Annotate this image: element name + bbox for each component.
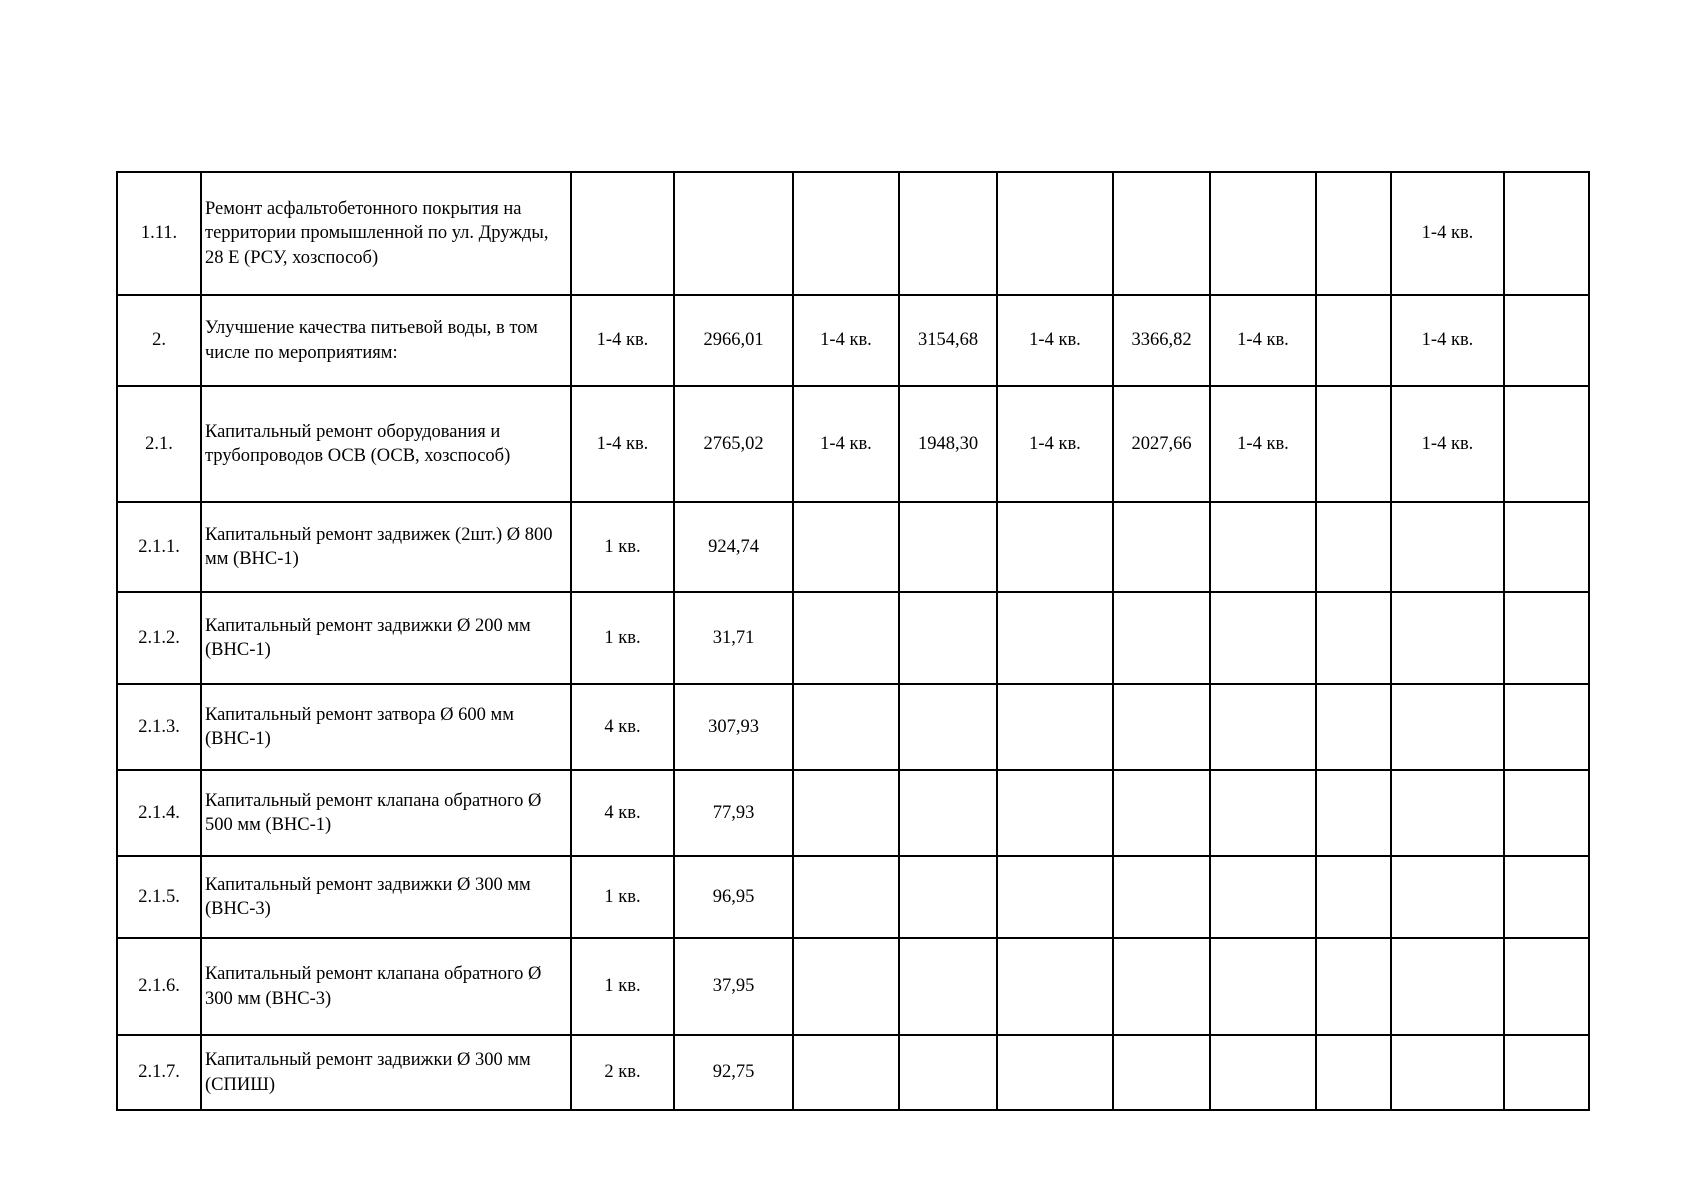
value-cell-c10: [1504, 172, 1589, 295]
table-row: [117, 592, 1589, 684]
value-cell-c5: 1-4 кв.: [997, 386, 1113, 502]
table-row: [117, 1035, 1589, 1110]
value-cell-c2: 96,95: [674, 856, 793, 938]
value-cell-c3: [793, 1035, 899, 1110]
value-cell-c10: [1504, 684, 1589, 770]
value-cell-c6: [1113, 684, 1210, 770]
value-cell-c7: 1-4 кв.: [1210, 295, 1316, 386]
value-cell-c7: [1210, 1035, 1316, 1110]
value-cell-c3: [793, 592, 899, 684]
value-cell-c7: [1210, 684, 1316, 770]
value-cell-c3: [793, 938, 899, 1035]
value-cell-c9: [1391, 770, 1504, 856]
value-cell-c8: [1316, 856, 1391, 938]
row-number-cell: 2.1.6.: [117, 938, 201, 1035]
value-cell-c10: [1504, 938, 1589, 1035]
work-plan-table: [116, 171, 1590, 1111]
description-cell: Капитальный ремонт клапана обратного Ø 500 мм (ВНС-1): [201, 770, 571, 856]
value-cell-c5: [997, 172, 1113, 295]
value-cell-c6: [1113, 592, 1210, 684]
value-cell-c6: [1113, 856, 1210, 938]
value-cell-c8: [1316, 386, 1391, 502]
value-cell-c8: [1316, 172, 1391, 295]
row-number-cell: 2.1.2.: [117, 592, 201, 684]
description-cell: Капитальный ремонт задвижки Ø 200 мм (ВНС-1): [201, 592, 571, 684]
row-number-cell: 2.1.: [117, 386, 201, 502]
description-cell: Ремонт асфальтобетонного покрытия на территории промышленной по ул. Дружды, 28 Е (РСУ, хозспособ): [201, 172, 571, 295]
value-cell-c4: 3154,68: [899, 295, 997, 386]
value-cell-c9: 1-4 кв.: [1391, 295, 1504, 386]
value-cell-c9: 1-4 кв.: [1391, 172, 1504, 295]
value-cell-c8: [1316, 684, 1391, 770]
value-cell-c8: [1316, 770, 1391, 856]
value-cell-c4: [899, 938, 997, 1035]
value-cell-c4: [899, 770, 997, 856]
value-cell-c9: [1391, 1035, 1504, 1110]
value-cell-c8: [1316, 1035, 1391, 1110]
value-cell-c6: 2027,66: [1113, 386, 1210, 502]
value-cell-c5: [997, 856, 1113, 938]
description-cell: Капитальный ремонт клапана обратного Ø 300 мм (ВНС-3): [201, 938, 571, 1035]
value-cell-c10: [1504, 770, 1589, 856]
value-cell-c2: 924,74: [674, 502, 793, 592]
table-row: [117, 386, 1589, 502]
table-body: [117, 172, 1589, 1110]
value-cell-c4: [899, 856, 997, 938]
description-cell: Капитальный ремонт затвора Ø 600 мм (ВНС-1): [201, 684, 571, 770]
value-cell-c7: [1210, 502, 1316, 592]
table-row: [117, 502, 1589, 592]
value-cell-c5: [997, 938, 1113, 1035]
value-cell-c1: 1 кв.: [571, 856, 674, 938]
value-cell-c9: [1391, 856, 1504, 938]
value-cell-c5: [997, 684, 1113, 770]
value-cell-c6: [1113, 770, 1210, 856]
value-cell-c5: [997, 770, 1113, 856]
value-cell-c9: [1391, 502, 1504, 592]
row-number-cell: 2.1.1.: [117, 502, 201, 592]
value-cell-c4: [899, 172, 997, 295]
value-cell-c9: [1391, 938, 1504, 1035]
value-cell-c1: [571, 172, 674, 295]
value-cell-c1: 4 кв.: [571, 684, 674, 770]
value-cell-c8: [1316, 938, 1391, 1035]
value-cell-c4: 1948,30: [899, 386, 997, 502]
description-cell: Капитальный ремонт оборудования и трубопроводов ОСВ (ОСВ, хозспособ): [201, 386, 571, 502]
value-cell-c2: [674, 172, 793, 295]
value-cell-c3: [793, 770, 899, 856]
value-cell-c5: [997, 1035, 1113, 1110]
value-cell-c6: [1113, 938, 1210, 1035]
value-cell-c4: [899, 592, 997, 684]
description-cell: Капитальный ремонт задвижки Ø 300 мм (ВНС-3): [201, 856, 571, 938]
value-cell-c1: 1 кв.: [571, 592, 674, 684]
row-number-cell: 2.1.4.: [117, 770, 201, 856]
value-cell-c6: [1113, 502, 1210, 592]
value-cell-c3: 1-4 кв.: [793, 295, 899, 386]
table-row: [117, 684, 1589, 770]
value-cell-c3: [793, 684, 899, 770]
value-cell-c3: [793, 172, 899, 295]
value-cell-c3: 1-4 кв.: [793, 386, 899, 502]
value-cell-c5: [997, 502, 1113, 592]
value-cell-c10: [1504, 856, 1589, 938]
value-cell-c7: [1210, 172, 1316, 295]
value-cell-c10: [1504, 295, 1589, 386]
value-cell-c6: 3366,82: [1113, 295, 1210, 386]
value-cell-c1: 1 кв.: [571, 502, 674, 592]
value-cell-c2: 2765,02: [674, 386, 793, 502]
value-cell-c6: [1113, 172, 1210, 295]
value-cell-c1: 2 кв.: [571, 1035, 674, 1110]
value-cell-c9: 1-4 кв.: [1391, 386, 1504, 502]
value-cell-c5: [997, 592, 1113, 684]
row-number-cell: 2.1.7.: [117, 1035, 201, 1110]
value-cell-c10: [1504, 502, 1589, 592]
value-cell-c2: 31,71: [674, 592, 793, 684]
table-row: [117, 938, 1589, 1035]
value-cell-c1: 1 кв.: [571, 938, 674, 1035]
value-cell-c5: 1-4 кв.: [997, 295, 1113, 386]
value-cell-c7: [1210, 856, 1316, 938]
value-cell-c8: [1316, 295, 1391, 386]
table-row: [117, 172, 1589, 295]
value-cell-c2: 307,93: [674, 684, 793, 770]
value-cell-c3: [793, 856, 899, 938]
value-cell-c7: 1-4 кв.: [1210, 386, 1316, 502]
value-cell-c2: 2966,01: [674, 295, 793, 386]
description-cell: Капитальный ремонт задвижки Ø 300 мм (СПИШ): [201, 1035, 571, 1110]
value-cell-c9: [1391, 592, 1504, 684]
value-cell-c2: 77,93: [674, 770, 793, 856]
value-cell-c9: [1391, 684, 1504, 770]
value-cell-c7: [1210, 938, 1316, 1035]
value-cell-c4: [899, 502, 997, 592]
value-cell-c1: 4 кв.: [571, 770, 674, 856]
value-cell-c2: 92,75: [674, 1035, 793, 1110]
table-row: [117, 770, 1589, 856]
value-cell-c1: 1-4 кв.: [571, 295, 674, 386]
value-cell-c10: [1504, 592, 1589, 684]
value-cell-c10: [1504, 1035, 1589, 1110]
value-cell-c8: [1316, 592, 1391, 684]
row-number-cell: 1.11.: [117, 172, 201, 295]
value-cell-c4: [899, 1035, 997, 1110]
row-number-cell: 2.1.5.: [117, 856, 201, 938]
description-cell: Улучшение качества питьевой воды, в том числе по мероприятиям:: [201, 295, 571, 386]
description-cell: Капитальный ремонт задвижек (2шт.) Ø 800 мм (ВНС-1): [201, 502, 571, 592]
value-cell-c3: [793, 502, 899, 592]
table-row: [117, 856, 1589, 938]
value-cell-c2: 37,95: [674, 938, 793, 1035]
value-cell-c6: [1113, 1035, 1210, 1110]
value-cell-c8: [1316, 502, 1391, 592]
value-cell-c1: 1-4 кв.: [571, 386, 674, 502]
value-cell-c4: [899, 684, 997, 770]
value-cell-c7: [1210, 770, 1316, 856]
value-cell-c10: [1504, 386, 1589, 502]
row-number-cell: 2.: [117, 295, 201, 386]
row-number-cell: 2.1.3.: [117, 684, 201, 770]
table-row: [117, 295, 1589, 386]
value-cell-c7: [1210, 592, 1316, 684]
